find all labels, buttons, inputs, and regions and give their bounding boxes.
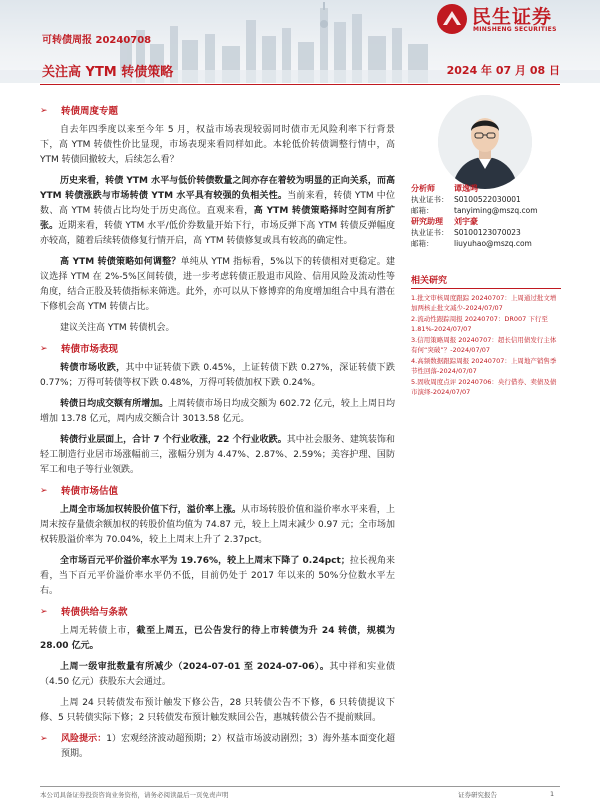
section-heading: ➢ 转债供给与条款 [40,607,128,618]
arrow-right-icon: ➢ [40,344,48,354]
paragraph: 上周全市场加权转股价值下行，溢价率上涨。从市场转股价值和溢价率水平来看，上周末按存量债余额加权的转股价值均值为 74.87 元，较上上周末减少 0.97 元；全市场加权转股溢价率为 70.04%，较上上周末上升了 2.37pct。 [40,505,395,545]
paragraph: 转债市场收跌，其中中证转债下跌 0.45%，上证转债下跌 0.27%，深证转债下跌 0.77%；万得可转债等权下跌 0.48%，万得可转债加权下跌 0.24%。 [40,363,395,388]
related-research-item[interactable]: 2.流动性跟踪周报 20240707：DR007 下行至 1.81%-2024/07/07 [411,315,548,333]
arrow-right-icon: ➢ [40,106,48,116]
paragraph: 上周无转债上市，截至上周五，已公告发行的待上市转债为升 24 转债，规模为 28.00 亿元。 [40,626,395,651]
related-research-item[interactable]: 4.高频数据跟踪周报 20240707：上周地产销售季节性回落-2024/07/07 [411,357,557,375]
company-logo [436,2,586,36]
page-number: 1 [550,790,555,798]
paragraph: 全市场百元平价溢价率水平为 19.76%，较上上周末下降了 0.24pct；拉长视角来看，当下百元平价溢价率水平仍不低，目前仍处于 2017 年以来的 50%分位数水平左右。 [40,556,395,596]
arrow-right-icon: ➢ [40,607,48,617]
section-heading: ➢ 转债周度专题 [40,106,119,117]
logo-text-en: MINSHENG SECURITIES [473,26,557,33]
header-divider [40,84,560,85]
paragraph: 上周一级审批数量有所减少（2024-07-01 至 2024-07-06）。其中祥和实业债（4.50 亿元）获股东大会通过。 [40,662,395,687]
analyst-row: 研究助理 刘宇豪 [411,217,478,226]
analyst-photo [438,95,532,189]
paragraph: 建议关注高 YTM 转债机会。 [60,323,175,333]
risk-warning: ➢ 风险提示：1）宏观经济波动超预期；2）权益市场波动剧烈；3）海外基本面变化超预期。 [40,734,395,759]
paragraph: 转债行业层面上，合计 7 个行业收涨，22 个行业收跌。其中社会服务、建筑装饰和轻工制造行业居市场涨幅前三，涨幅分别为 4.47%、2.87%、2.59%；美容护理、国防军工和电子等行业领跌。 [40,435,395,475]
related-research-heading: 相关研究 [411,273,561,289]
section-heading: ➢ 转债市场表现 [40,344,119,355]
report-series: 可转债周报 20240708 [42,35,152,46]
related-research-item[interactable]: 5.固收周度点评 20240706：央行借券、卖债及债市演绎-2024/07/07 [411,378,557,396]
related-research-item[interactable]: 3.信用策略周报 20240707：超长信用债发行主体有何“突破”？-2024/07/07 [411,336,557,354]
logo-text-cn: 民生证券 [472,6,553,28]
header-banner [0,0,600,83]
paragraph: 转债日均成交额有所增加。上周转债市场日均成交额为 602.72 亿元，较上上周日均增加 13.78 亿元，周内成交额合计 3013.58 亿元。 [40,399,395,424]
analyst-row: 分析师 谭逸鸣 [411,184,478,193]
paragraph: 上周 24 只转债发布预计触发下修公告，28 只转债公告不下修，6 只转债提议下修、5 只转债实际下修；2 只转债发布预计触发赎回公告，惠城转债公告不提前赎回。 [40,698,395,723]
email-link[interactable]: tanyiming@mszq.com [454,206,538,215]
analyst-info [411,183,561,249]
report-title: 关注高 YTM 转债策略 [42,65,174,80]
logo-mark-icon [436,3,468,35]
related-research-list [411,293,561,398]
paragraph: 历史来看，转债 YTM 水平与低价转债数量之间亦存在着较为明显的正向关系，而高 YTM 转债涨跌与市场转债 YTM 水平具有较强的负相关性。当前来看，转债 YTM 中位数、高 YTM 转债占比均处于历史高位。直观来看，高 YTM 转债策略择时空间有所扩张。近期来看，转债 YTM 水平/低价券数量开始下行，市场反弹下高 YTM 转债反弹幅度亦较高，随着后续转债修复行情开启，高 YTM 转债修复或具有较高的确定性。 [40,176,395,246]
arrow-right-icon: ➢ [40,734,48,744]
footer-disclaimer: 本公司具备证券投资咨询业务资格，请务必阅读最后一页免责声明 [40,791,229,799]
section-heading: ➢ 转债市场估值 [40,486,119,497]
person-photo-icon [438,95,532,189]
analyst-email-row: 邮箱： tanyiming@mszq.com [411,206,538,215]
paragraph: 高 YTM 转债策略如何调整？单纯从 YTM 指标看，5%以下的转债相对更稳定。建议选择 YTM 在 2%-5%区间转债，进一步考虑转债正股退市风险、信用风险及流动性等角度，结合正股及转债指标来筛选。此外，亦可以从下修博弈的角度增加组合中具有潜在下修机会高 YTM 转债占比。 [40,257,395,312]
main-content [40,100,395,762]
analyst-cert-row: 执业证书： S0100123070023 [411,228,521,237]
email-link[interactable]: liuyuhao@mszq.com [454,239,532,248]
analyst-cert-row: 执业证书： S0100522030001 [411,195,521,204]
footer-doc-type: 证券研究报告 [458,791,497,799]
analyst-email-row: 邮箱： liuyuhao@mszq.com [411,239,532,248]
paragraph: 自去年四季度以来至今年 5 月，权益市场表现较弱同时债市无风险利率下行背景下，高 YTM 转债性价比显现，市场表现来看同样如此。本轮低价转债调整行情中，高 YTM 转债回撤较大，后续怎么看？ [40,125,395,165]
report-date: 2024 年 07 月 08 日 [446,64,560,77]
footer-divider [40,786,560,787]
arrow-right-icon: ➢ [40,486,48,496]
related-research-item[interactable]: 1.批文审核周度跟踪 20240707：上周通过批文增加两核止批文减少-2024/07/07 [411,294,557,312]
